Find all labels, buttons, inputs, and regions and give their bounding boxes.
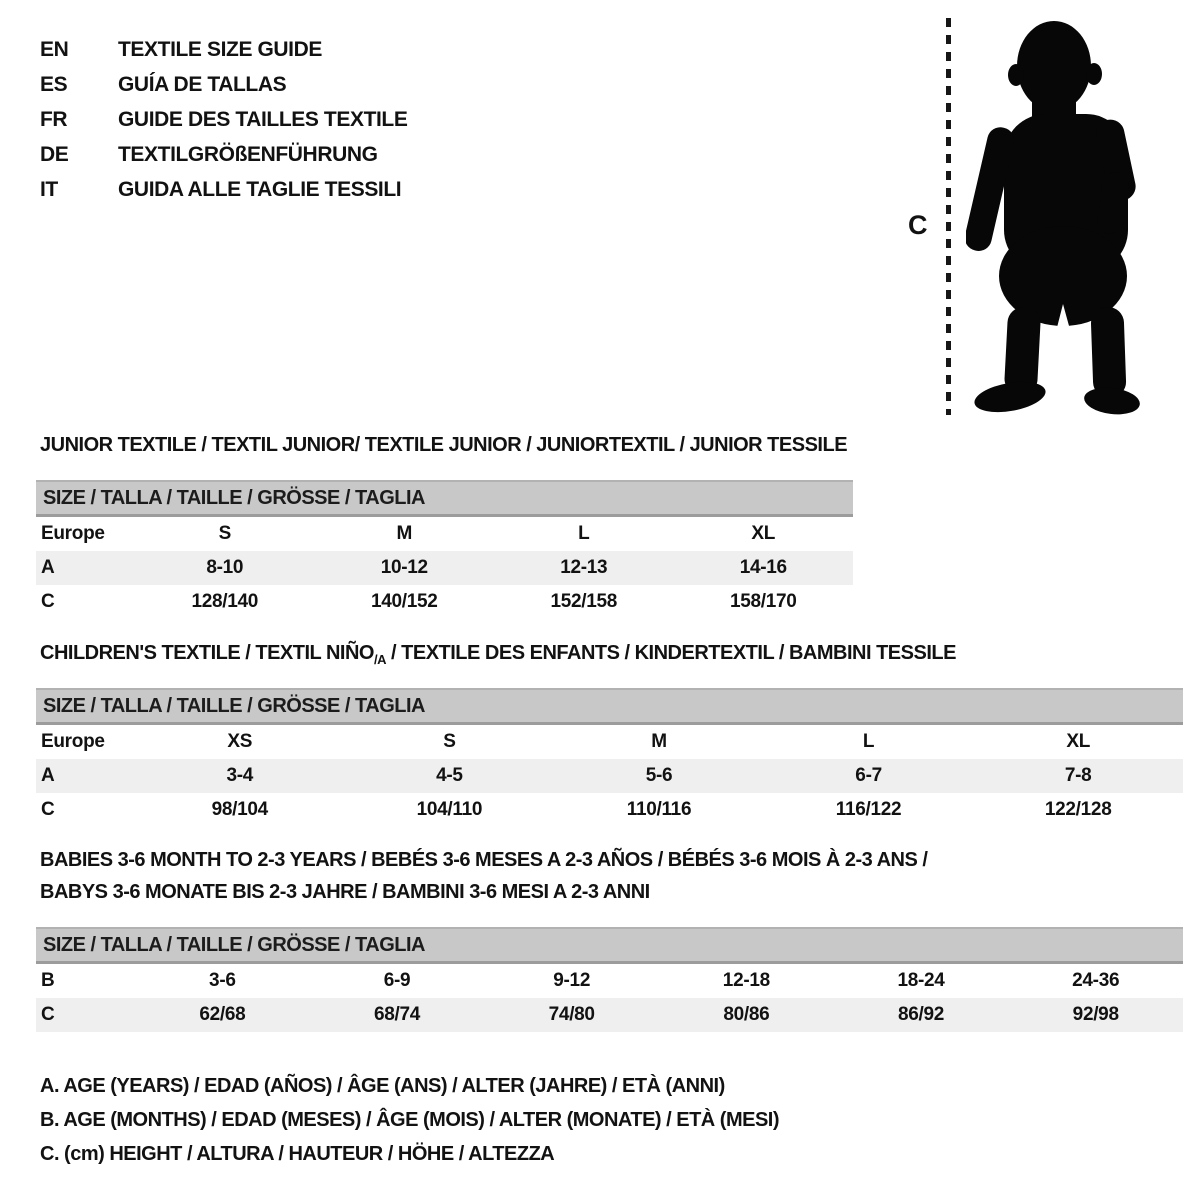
table-cell: 10-12 — [380, 557, 428, 578]
table-cell: 7-8 — [1064, 765, 1092, 786]
table-cell: 104/110 — [416, 799, 483, 820]
table-row-europe — [36, 517, 853, 551]
legend-line-c: C. (cm) HEIGHT / ALTURA / HAUTEUR / HÖHE / ALTEZZA — [40, 1143, 555, 1165]
table-cell: 62/68 — [199, 1004, 246, 1025]
table-row-age — [36, 759, 1183, 793]
table-cell: 116/122 — [835, 799, 902, 820]
table-cell: 74/80 — [548, 1004, 595, 1025]
legend-line-a: A. AGE (YEARS) / EDAD (AÑOS) / ÂGE (ANS) / ALTER (JAHRE) / ETÀ (ANNI) — [40, 1075, 725, 1097]
size-header-bar: SIZE / TALLA / TAILLE / GRÖSSE / TAGLIA — [36, 480, 853, 517]
babies-size-table — [36, 927, 1183, 1032]
row-label: C — [41, 1004, 55, 1025]
table-cell: 3-4 — [226, 765, 254, 786]
table-cell: S — [218, 523, 231, 544]
junior-section-title: JUNIOR TEXTILE / TEXTIL JUNIOR/ TEXTILE JUNIOR / JUNIORTEXTIL / JUNIOR TESSILE — [40, 434, 848, 456]
row-label: A — [41, 557, 55, 578]
table-cell: 12-18 — [722, 970, 770, 991]
table-cell: 80/86 — [723, 1004, 770, 1025]
table-cell: 24-36 — [1072, 970, 1120, 991]
children-size-table — [36, 688, 1183, 827]
table-cell: 6-9 — [383, 970, 411, 991]
table-cell: 12-13 — [560, 557, 608, 578]
legend-line-b: B. AGE (MONTHS) / EDAD (MESES) / ÂGE (MOIS) / ALTER (MONATE) / ETÀ (MESI) — [40, 1109, 780, 1131]
table-cell: 158/170 — [729, 591, 797, 612]
children-section-title — [40, 642, 956, 665]
language-code: DE — [40, 143, 69, 166]
table-cell: 92/98 — [1072, 1004, 1119, 1025]
table-cell: 110/116 — [626, 799, 692, 820]
table-cell: 140/152 — [370, 591, 438, 612]
table-cell: XL — [1066, 731, 1091, 752]
table-cell: L — [862, 731, 875, 752]
row-label: C — [41, 591, 55, 612]
children-title-rest: / TEXTILE DES ENFANTS / KINDERTEXTIL / BAMBINI TESSILE — [385, 642, 956, 664]
height-measure-line — [946, 18, 951, 415]
table-cell: 68/74 — [373, 1004, 421, 1025]
language-row-fr — [40, 108, 407, 132]
row-label: Europe — [41, 523, 105, 544]
language-code: IT — [40, 178, 58, 201]
language-code: ES — [40, 73, 68, 96]
table-cell: 14-16 — [739, 557, 787, 578]
table-cell: 8-10 — [206, 557, 244, 578]
size-header-bar: SIZE / TALLA / TAILLE / GRÖSSE / TAGLIA — [36, 688, 1183, 725]
table-cell: M — [396, 523, 413, 544]
row-label: C — [41, 799, 55, 820]
language-code: EN — [40, 38, 69, 61]
language-title: GUIDE DES TAILLES TEXTILE — [118, 108, 408, 131]
height-measure-label: C — [908, 210, 927, 240]
language-row-it — [40, 178, 401, 202]
size-header-bar: SIZE / TALLA / TAILLE / GRÖSSE / TAGLIA — [36, 927, 1183, 964]
table-cell: 3-6 — [209, 970, 236, 991]
row-label: A — [41, 765, 55, 786]
table-cell: 9-12 — [553, 970, 591, 991]
language-title: GUIDA ALLE TAGLIE TESSILI — [118, 178, 402, 201]
table-row-months — [36, 964, 1183, 998]
row-label: B — [41, 970, 55, 991]
babies-section-title-line2: BABYS 3-6 MONATE BIS 2-3 JAHRE / BAMBINI 3-6 MESI A 2-3 ANNI — [40, 881, 650, 903]
junior-size-table — [36, 480, 853, 619]
table-row-height — [36, 793, 1183, 827]
language-title: TEXTILGRÖßENFÜHRUNG — [118, 143, 378, 166]
toddler-silhouette-icon — [966, 14, 1142, 416]
children-title-main: CHILDREN'S TEXTILE / TEXTIL NIÑO — [40, 642, 374, 664]
table-cell: S — [443, 731, 456, 752]
table-cell: 152/158 — [550, 591, 618, 612]
table-cell: 18-24 — [897, 970, 945, 991]
table-cell: 6-7 — [855, 765, 882, 786]
table-row-age — [36, 551, 853, 585]
language-title: GUÍA DE TALLAS — [118, 73, 287, 96]
table-cell: 128/140 — [191, 591, 259, 612]
table-cell: 98/104 — [211, 799, 268, 820]
table-cell: 122/128 — [1044, 799, 1112, 820]
language-code: FR — [40, 108, 68, 131]
table-cell: XL — [751, 523, 776, 544]
row-label: Europe — [41, 731, 105, 752]
babies-section-title-line1: BABIES 3-6 MONTH TO 2-3 YEARS / BEBÉS 3-6 MESES A 2-3 AÑOS / BÉBÉS 3-6 MOIS À 2-3 ANS / — [40, 849, 928, 871]
table-row-height — [36, 585, 853, 619]
children-title-subscript: /A — [373, 652, 386, 667]
language-title: TEXTILE SIZE GUIDE — [118, 38, 322, 61]
language-row-de — [40, 143, 378, 167]
table-cell: M — [651, 731, 667, 752]
table-cell: XS — [227, 731, 253, 752]
table-row-height — [36, 998, 1183, 1032]
language-row-en — [40, 38, 322, 62]
language-row-es — [40, 73, 286, 97]
table-cell: 5-6 — [645, 765, 673, 786]
table-cell: 86/92 — [898, 1004, 945, 1025]
table-cell: 4-5 — [436, 765, 463, 786]
table-cell: L — [578, 523, 590, 544]
table-row-europe — [36, 725, 1183, 759]
